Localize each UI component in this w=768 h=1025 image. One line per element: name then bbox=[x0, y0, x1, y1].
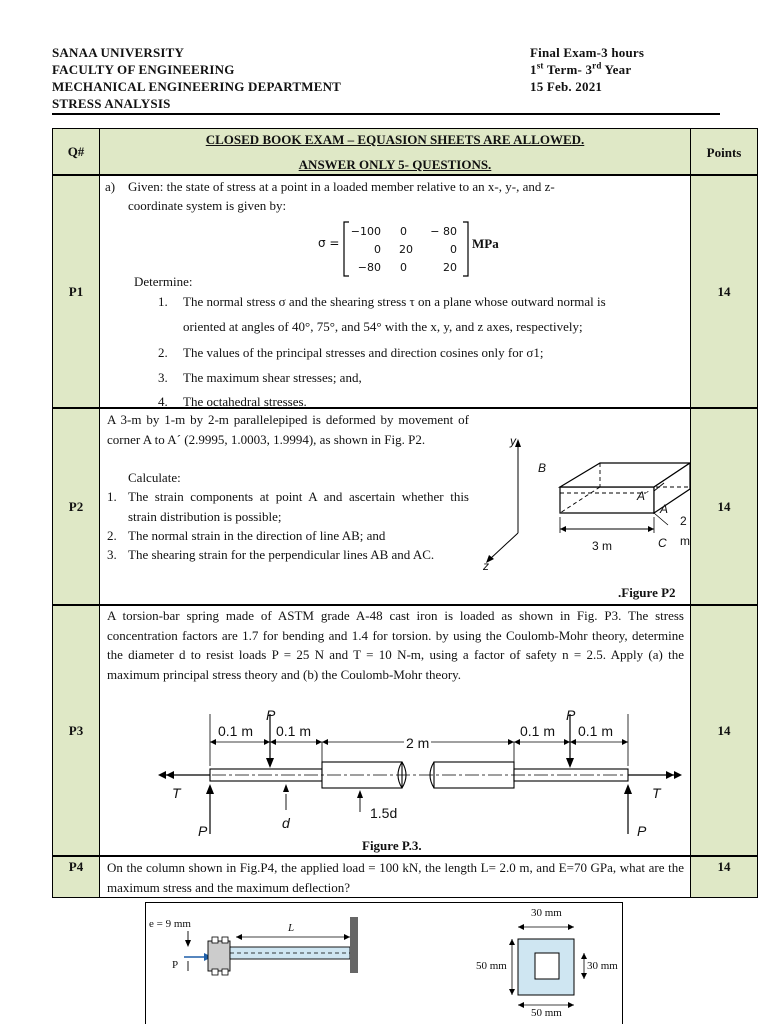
matrix-cell: 0 bbox=[450, 243, 457, 256]
instruction-line-2: ANSWER ONLY 5- QUESTIONS. bbox=[298, 157, 492, 172]
dimension-3m: 3 m bbox=[592, 539, 613, 553]
matrix-cell: −80 bbox=[357, 261, 381, 274]
figure-p2-caption: .Figure P2 bbox=[618, 585, 676, 600]
question-body: a) Given: the state of stress at a point in a loaded member relative to an x-, y-, and z- coordinate system is given by: σ = −100 0 − 80 0 20 0 −80 0 20 MPa Determine: 1. The normal stress σ and the shearing stress τ on a plane whose outward normal is oriented at angles of 40°, 75°, and 54° with the x, y, and z axes, respectively; 2. The values of the principal stresses and direction cosines only for σ1; 3. The maximum shear stresses; and, 4. The octahedral stresses. bbox=[100, 175, 690, 408]
stress-matrix bbox=[343, 220, 563, 276]
question-points: 14 bbox=[690, 175, 758, 408]
instruction-line-1: CLOSED BOOK EXAM – EQUASION SHEETS ARE ALLOWED. bbox=[205, 132, 585, 147]
exam-date: 15 Feb. 2021 bbox=[530, 79, 603, 94]
length-label: L bbox=[288, 922, 295, 934]
dimension-0-1m: 0.1 m bbox=[218, 723, 254, 739]
question-row-p3 bbox=[52, 605, 758, 856]
point-label-a: A bbox=[660, 502, 669, 516]
figure-p4-column bbox=[145, 902, 623, 1024]
diameter-label-1-5d: 1.5d bbox=[370, 805, 398, 821]
diameter-label-d: d bbox=[282, 815, 290, 831]
matrix-cell: 20 bbox=[443, 261, 457, 274]
header-exam-block bbox=[530, 44, 644, 95]
load-label-p: P bbox=[266, 707, 276, 723]
question-number: P1 bbox=[52, 175, 100, 408]
point-label-a-prime: A´ bbox=[637, 489, 649, 503]
load-label-p: P bbox=[172, 959, 179, 971]
torque-label-t: T bbox=[172, 785, 181, 801]
question-points: 14 bbox=[690, 605, 758, 856]
p4-text: On the column shown in Fig.P4, the applied load = 100 kN, the length L= 2.0 m, and E=70 GPa, what are the maximum stress and the maximum deflection? bbox=[107, 860, 684, 895]
question-number: P2 bbox=[52, 408, 100, 605]
load-label-p: P bbox=[566, 707, 576, 723]
calculate-label: Calculate: bbox=[128, 470, 181, 485]
dimension-2m: 2 m bbox=[404, 734, 431, 754]
torque-label-t: T bbox=[652, 785, 661, 801]
bottom-width-label: 50 mm bbox=[531, 1007, 562, 1019]
p3-text: A torsion-bar spring made of ASTM grade A-48 cast iron is loaded as shown in Fig. P3. The stress concentration factors are 1.7 for bending and 1.4 for torsion. by using the Coulomb-Mohr theory, determine the diameter d to resist loads P = 25 N and T = 10 N-m, using a factor of safety n = 2.5. Apply (a) the maximum principal stress theory and (b) the Coulomb-Mohr theory. bbox=[107, 608, 684, 682]
question-number: P4 bbox=[52, 856, 100, 898]
reaction-label-p: P bbox=[637, 823, 647, 839]
header-divider bbox=[52, 113, 720, 115]
p1-intro-line-2: coordinate system is given by: bbox=[128, 198, 287, 213]
matrix-cell: 20 bbox=[399, 243, 413, 256]
p2-intro: A 3-m by 1-m by 2-m parallelepiped is deformed by movement of corner A to A´ (2.9995, 1.0003, 1.9994), as shown in Fig. P2. bbox=[107, 412, 469, 447]
determine-label: Determine: bbox=[134, 274, 193, 289]
question-body bbox=[100, 605, 690, 856]
stress-unit: MPa bbox=[472, 236, 499, 251]
matrix-cell: 0 bbox=[400, 261, 407, 274]
matrix-cell: 0 bbox=[374, 243, 381, 256]
course-name: STRESS ANALYSIS bbox=[52, 96, 171, 111]
dimension-2m: 2 m bbox=[680, 514, 690, 548]
department-name: MECHANICAL ENGINEERING DEPARTMENT bbox=[52, 79, 342, 94]
question-number: P3 bbox=[52, 605, 100, 856]
exam-term: 1st Term- 3rd Year bbox=[530, 60, 632, 77]
question-points: 14 bbox=[690, 856, 758, 898]
faculty-name: FACULTY OF ENGINEERING bbox=[52, 62, 235, 77]
outer-height-label: 50 mm bbox=[476, 960, 507, 972]
outer-width-label: 30 mm bbox=[531, 907, 562, 919]
dimension-0-1m: 0.1 m bbox=[520, 723, 556, 739]
part-label: a) bbox=[105, 179, 116, 194]
exam-duration: Final Exam-3 hours bbox=[530, 45, 645, 60]
axis-label-y: y bbox=[510, 434, 516, 448]
sigma-symbol: σ = bbox=[318, 236, 340, 250]
university-name: SANAA UNIVERSITY bbox=[52, 45, 185, 60]
question-row-p2 bbox=[52, 408, 758, 605]
reaction-label-p: P bbox=[198, 823, 208, 839]
matrix-cell: − 80 bbox=[430, 225, 457, 238]
question-body: A 3-m by 1-m by 2-m parallelepiped is deformed by movement of corner A to A´ (2.9995, 1.0003, 1.9994), as shown in Fig. P2. Calculate: 1. The strain components at point A and ascertain whether this strain distribution is possible; 2. The normal strain in the direction of line AB; and 3. The shearing strain for the perpendicular lines AB and AC. y B A´ A C z 2 m 3 m .Figure P2 bbox=[100, 408, 690, 605]
table-header-row bbox=[52, 128, 758, 175]
instructions-cell bbox=[100, 128, 690, 175]
matrix-cell: −100 bbox=[350, 225, 381, 238]
point-label-c: C bbox=[658, 536, 667, 550]
matrix-cell: 0 bbox=[400, 225, 407, 238]
point-label-b: B bbox=[538, 461, 547, 475]
inner-height-label: 30 mm bbox=[587, 960, 618, 972]
dimension-0-1m: 0.1 m bbox=[578, 723, 614, 739]
points-column-header: Points bbox=[690, 128, 758, 175]
question-row-p4 bbox=[52, 856, 758, 898]
header-university-block bbox=[52, 44, 341, 112]
axis-label-z: z bbox=[483, 559, 489, 573]
question-column-header: Q# bbox=[52, 128, 100, 175]
question-points: 14 bbox=[690, 408, 758, 605]
question-body bbox=[100, 856, 690, 898]
p1-intro-line-1: Given: the state of stress at a point in a loaded member relative to an x-, y-, and z- bbox=[128, 179, 555, 194]
question-row-p1 bbox=[52, 175, 758, 408]
dimension-0-1m: 0.1 m bbox=[276, 723, 312, 739]
figure-p3-caption: Figure P.3. bbox=[362, 838, 422, 853]
eccentricity-label: e = 9 mm bbox=[149, 918, 191, 930]
